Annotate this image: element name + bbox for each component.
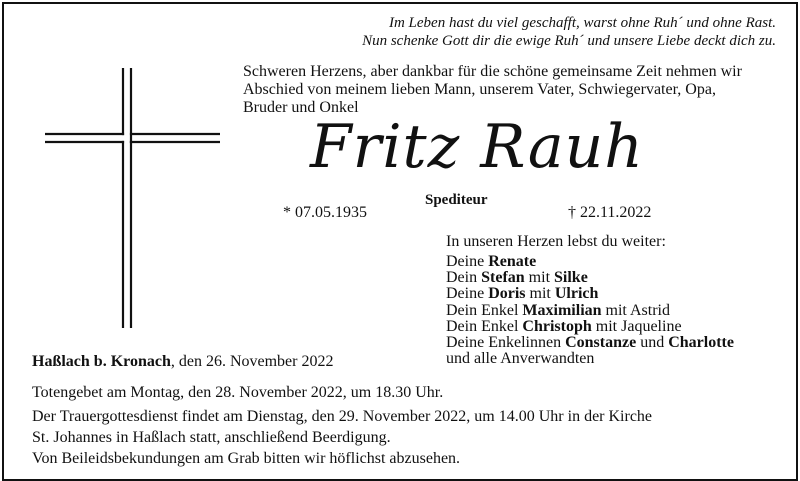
family-member-name: Renate	[488, 253, 537, 270]
family-member-name: Maximilian	[522, 301, 602, 319]
family-line-text: Deine	[446, 253, 489, 270]
family-line-2	[446, 270, 734, 286]
signing-date: , den 26. November 2022	[170, 353, 334, 370]
death-date: † 22.11.2022	[568, 204, 652, 221]
family-member-name: Christoph	[522, 317, 592, 335]
service-line-2: Der Trauergottesdienst findet am Dienstag, den 29. November 2022, um 14.00 Uhr in der Kirche	[32, 408, 653, 425]
service-line-3: St. Johannes in Haßlach statt, anschließend Beerdigung.	[32, 429, 391, 446]
family-line-text: Deine	[446, 285, 489, 303]
family-list	[446, 254, 734, 367]
poem-line-1: Im Leben hast du viel geschafft, warst ohne Ruh´ und ohne Rast.	[388, 15, 776, 31]
place-name: Haßlach b. Kronach	[32, 353, 171, 370]
family-line-4	[446, 303, 734, 319]
family-line-text: Dein Enkel	[446, 317, 523, 335]
family-line-text: und alle Anverwandten	[446, 350, 595, 368]
family-line-text: mit Jaqueline	[591, 317, 682, 335]
poem-line-2: Nun schenke Gott dir die ewige Ruh´ und unsere Liebe deckt dich zu.	[362, 33, 776, 49]
birth-date: * 07.05.1935	[283, 204, 367, 221]
family-line-7	[446, 351, 734, 367]
place-date	[32, 353, 333, 371]
family-member-name: Charlotte	[668, 334, 734, 352]
intro-line-2: Abschied von meinem lieben Mann, unserem Vater, Schwiegervater, Opa,	[243, 81, 716, 98]
family-line-1	[446, 254, 734, 270]
family-line-5	[446, 319, 734, 335]
occupation: Spediteur	[425, 192, 488, 208]
deceased-name: Fritz Rauh	[310, 112, 644, 182]
intro-line-3: Bruder und Onkel	[243, 99, 359, 116]
family-line-text: mit	[524, 269, 555, 287]
service-line-4: Von Beileidsbekundungen am Grab bitten wir höflichst abzusehen.	[32, 450, 461, 467]
family-line-6	[446, 335, 734, 351]
family-heading: In unseren Herzen lebst du weiter:	[446, 233, 666, 250]
family-member-name: Ulrich	[554, 285, 599, 303]
family-line-text: Dein	[446, 269, 482, 287]
family-member-name: Silke	[554, 269, 588, 287]
family-member-name: Constanze	[565, 334, 637, 352]
family-member-name: Doris	[488, 285, 526, 303]
family-line-text: Dein Enkel	[446, 301, 523, 319]
double-line-cross-icon	[45, 68, 220, 328]
family-line-3	[446, 286, 734, 302]
family-line-text: und	[636, 334, 669, 352]
family-line-text: mit	[525, 285, 555, 303]
intro-line-1: Schweren Herzens, aber dankbar für die schöne gemeinsame Zeit nehmen wir	[243, 63, 742, 80]
family-line-text: Deine Enkelinnen	[446, 334, 566, 352]
service-line-1: Totengebet am Montag, den 28. November 2022, um 18.30 Uhr.	[32, 384, 444, 401]
family-line-text: mit Astrid	[601, 301, 670, 319]
family-member-name: Stefan	[481, 269, 525, 287]
